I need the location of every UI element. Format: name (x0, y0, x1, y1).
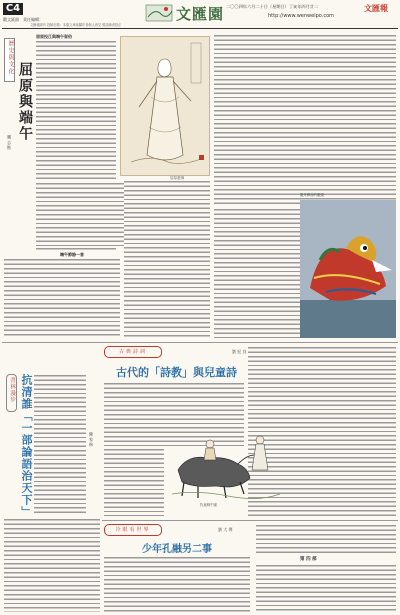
article2-column-tag: 古典詩詞 (118, 349, 147, 355)
article4-side-body (256, 524, 396, 554)
masthead-rule (2, 28, 398, 29)
dragon-boat-photo (300, 200, 396, 338)
logo-text: 文匯園 (176, 5, 225, 23)
article3-title: 抗清誰「一部論語治天下」 (20, 374, 33, 518)
strip-note: 文匯報副刊 投稿信箱：本版文章純屬作者個人意見 敬請讀者指正 (30, 23, 122, 27)
article2-body-col2 (104, 448, 164, 516)
right-column-text-2 (214, 208, 300, 338)
issue-date: 二〇〇四年六月二十日（星期日）丁亥年四月廿二 (226, 4, 319, 9)
paper-name: 文匯報 (364, 3, 388, 13)
article1-lead: 屈原投江與端午習俗 (36, 34, 72, 39)
article4-body (104, 556, 250, 612)
ox-herder-illustration (168, 420, 284, 500)
article4-title: 少年孔融另二事 (142, 544, 212, 555)
article1-poem-heading: 端午節詩一首 (60, 252, 84, 257)
article3-column-tag: 書林漫步 (9, 377, 15, 403)
article1-author: 龔 志 衡 (7, 135, 12, 150)
divider-2 (102, 520, 398, 521)
section-tag: 觀文匯園 責任編輯： (3, 17, 43, 22)
photo-caption: 龍舟賽前的龍頭 (300, 193, 324, 197)
article4-side-body-2 (256, 564, 396, 612)
article4-author: 劉 大 傳 (218, 527, 233, 532)
article1-body-lower (4, 258, 120, 338)
site-url[interactable]: http://www.wenweipo.com (268, 13, 335, 19)
masthead (0, 0, 400, 30)
article3-tag (6, 374, 17, 412)
article4-side-heading: 第 四 部 (300, 557, 317, 562)
article2-tag (104, 346, 162, 358)
logo-emblem (145, 2, 175, 24)
article4-column-tag: 冷眼看世界 (115, 527, 151, 533)
right-column-text (214, 34, 396, 204)
article4-tag (104, 524, 162, 536)
ox-herder-label: 牧童騎牛圖 (200, 503, 217, 507)
article1-body-lower2 (124, 180, 210, 338)
article2-title: 古代的「詩教」與兒童詩 (116, 366, 237, 379)
article1-tag (4, 38, 15, 82)
article1-column-tag: 歷史與文化 (7, 40, 14, 75)
divider-1 (2, 342, 398, 343)
article3-body-2 (4, 518, 100, 612)
article1-title: 屈原與端午 (17, 62, 33, 142)
page-code: C4 (3, 3, 23, 15)
article3-body (34, 374, 86, 514)
quyuan-illustration-label: 屈原畫像 (170, 176, 185, 180)
article2-author: 劉 紀 良 (232, 349, 247, 354)
article3-author: 陳 家 修 (89, 432, 94, 447)
quyuan-illustration (120, 36, 210, 176)
